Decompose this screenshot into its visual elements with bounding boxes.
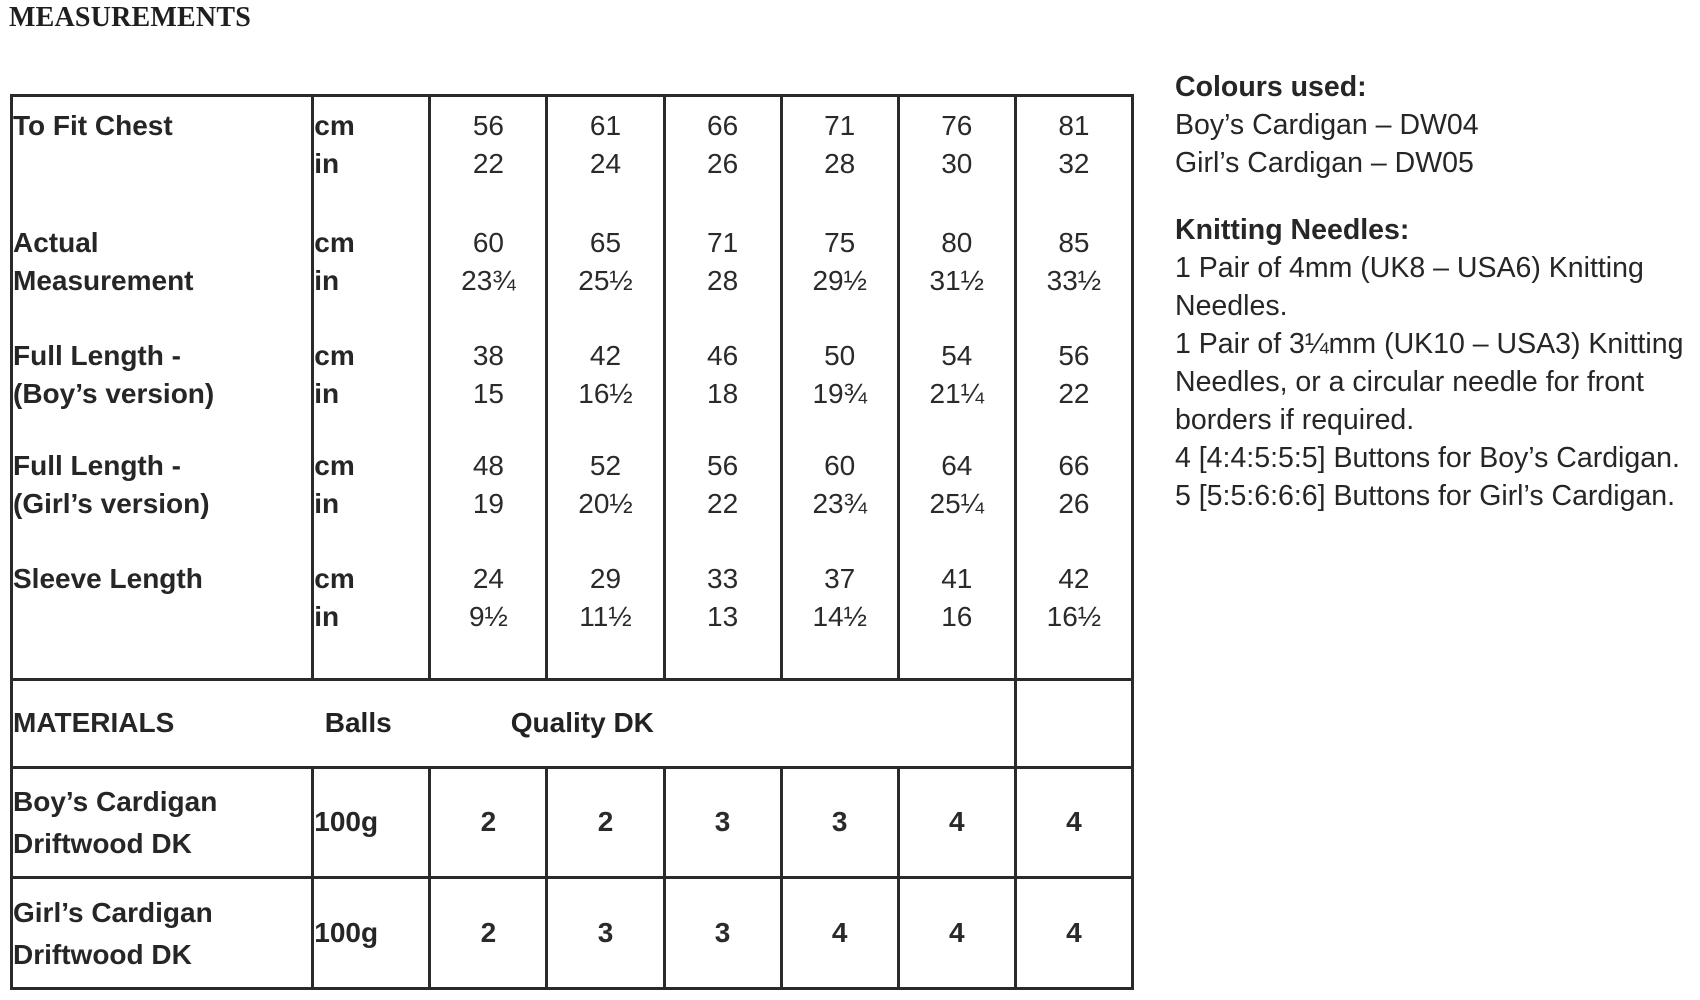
- yarn-weight: 100g: [313, 878, 430, 989]
- measurements-table: [10, 94, 1134, 990]
- unit-cell: [313, 552, 430, 680]
- colour-line: Boy’s Cardigan – DW04: [1175, 109, 1479, 141]
- cm-value: 37: [824, 563, 856, 595]
- in-value: 33½: [1046, 264, 1102, 296]
- measurement-row: [12, 329, 1133, 440]
- in-value: 9½: [468, 601, 508, 633]
- size-value-cell: [898, 216, 1015, 329]
- in-value: 31½: [929, 264, 985, 296]
- in-value: 22: [707, 488, 739, 520]
- cm-value: 71: [707, 226, 739, 258]
- unit-label: cm: [314, 339, 355, 371]
- size-value-cell: [898, 552, 1015, 680]
- unit-label: cm: [314, 110, 355, 141]
- cm-value: 60: [472, 226, 504, 258]
- needles-line: Needles.: [1175, 290, 1288, 322]
- size-value-cell: [430, 329, 547, 440]
- size-value-cell: [781, 329, 898, 440]
- unit-label: cm: [314, 450, 355, 482]
- size-value-cell: [430, 216, 547, 329]
- label-line: Driftwood DK: [13, 939, 192, 971]
- cm-value: 64: [941, 450, 973, 482]
- cm-value: 54: [941, 339, 973, 371]
- cm-value: 61: [589, 110, 622, 141]
- size-value-cell: [781, 439, 898, 552]
- unit-label: in: [314, 148, 340, 179]
- size-value-cell: [664, 96, 781, 216]
- measurement-label: [12, 96, 313, 216]
- needles-heading: Knitting Needles:: [1175, 214, 1410, 246]
- size-value-cell: [547, 552, 664, 680]
- size-value-cell: [1015, 439, 1132, 552]
- size-value-cell: [781, 96, 898, 216]
- label-line: Actual: [13, 226, 99, 258]
- size-value-cell: [430, 96, 547, 216]
- measurement-label: [12, 216, 313, 329]
- ball-count: 4: [898, 767, 1015, 878]
- in-value: 16: [941, 601, 973, 633]
- cm-value: 85: [1058, 226, 1090, 258]
- quality-label: Quality DK: [510, 707, 654, 739]
- materials-label: MATERIALS: [12, 680, 313, 767]
- needles-line: Needles, or a circular needle for front: [1175, 366, 1644, 398]
- cm-value: 71: [824, 110, 856, 141]
- in-value: 20½: [578, 488, 633, 520]
- balls-label: Balls: [324, 707, 392, 739]
- needles-line: 4 [4:4:5:5:5] Buttons for Boy’s Cardigan.: [1175, 442, 1680, 474]
- size-value-cell: [1015, 96, 1132, 216]
- cm-value: 56: [472, 110, 504, 141]
- size-value-cell: [898, 439, 1015, 552]
- size-value-cell: [898, 329, 1015, 440]
- in-value: 30: [941, 148, 973, 179]
- cm-value: 52: [589, 450, 622, 482]
- size-value-cell: [547, 439, 664, 552]
- in-value: 28: [824, 148, 856, 179]
- label-line: Measurement: [13, 264, 194, 296]
- in-value: 19¾: [812, 377, 867, 409]
- measurement-row: [12, 96, 1133, 216]
- unit-label: in: [314, 601, 340, 633]
- label-line: Girl’s Cardigan: [13, 897, 213, 929]
- needles-line: 1 Pair of 3¼mm (UK10 – USA3) Knitting: [1175, 328, 1684, 360]
- ball-count: 2: [430, 767, 547, 878]
- needles-line: 1 Pair of 4mm (UK8 – USA6) Knitting: [1175, 252, 1644, 284]
- in-value: 16½: [1046, 601, 1102, 633]
- yarn-label: [12, 767, 313, 878]
- cm-value: 60: [824, 450, 856, 482]
- yarn-weight: 100g: [313, 767, 430, 878]
- unit-label: cm: [314, 226, 355, 258]
- materials-empty-cell: [1015, 680, 1132, 767]
- ball-count: 4: [1015, 878, 1132, 989]
- size-value-cell: [547, 329, 664, 440]
- cm-value: 42: [1058, 563, 1090, 595]
- in-value: 23¾: [461, 264, 516, 296]
- size-value-cell: [781, 552, 898, 680]
- unit-label: in: [314, 264, 340, 296]
- size-value-cell: [664, 216, 781, 329]
- cm-value: 66: [707, 110, 739, 141]
- in-value: 28: [707, 264, 739, 296]
- cm-value: 81: [1058, 110, 1090, 141]
- colour-line: Girl’s Cardigan – DW05: [1175, 147, 1474, 179]
- unit-cell: [313, 216, 430, 329]
- in-value: 26: [1058, 488, 1090, 520]
- in-value: 22: [1058, 377, 1090, 409]
- size-value-cell: [664, 552, 781, 680]
- ball-count: 4: [1015, 767, 1132, 878]
- measurement-label: [12, 552, 313, 680]
- cm-value: 38: [472, 339, 504, 371]
- in-value: 22: [472, 148, 504, 179]
- materials-subheader: [313, 680, 1016, 767]
- ball-count: 3: [664, 878, 781, 989]
- cm-value: 65: [589, 226, 622, 258]
- page-title: MEASUREMENTS: [9, 2, 251, 33]
- yarn-label: [12, 878, 313, 989]
- label-line: (Boy’s version): [13, 377, 215, 409]
- cm-value: 75: [824, 226, 856, 258]
- ball-count: 3: [781, 767, 898, 878]
- cm-value: 33: [707, 563, 739, 595]
- label-line: Full Length -: [13, 339, 181, 371]
- unit-cell: [313, 439, 430, 552]
- cm-value: 66: [1058, 450, 1090, 482]
- in-value: 26: [707, 148, 739, 179]
- size-value-cell: [1015, 216, 1132, 329]
- in-value: 15: [472, 377, 504, 409]
- in-value: 16½: [578, 377, 633, 409]
- cm-value: 24: [472, 563, 504, 595]
- needles-section: [1175, 211, 1695, 515]
- in-value: 19: [472, 488, 504, 520]
- label-line: To Fit Chest: [13, 110, 173, 141]
- unit-label: in: [314, 488, 340, 520]
- cm-value: 50: [824, 339, 856, 371]
- in-value: 21¼: [929, 377, 985, 409]
- ball-count: 4: [898, 878, 1015, 989]
- size-value-cell: [547, 216, 664, 329]
- unit-label: cm: [314, 563, 355, 595]
- size-value-cell: [1015, 329, 1132, 440]
- ball-count: 3: [664, 767, 781, 878]
- cm-value: 48: [472, 450, 504, 482]
- cm-value: 56: [1058, 339, 1090, 371]
- needles-line: 5 [5:5:6:6:6] Buttons for Girl’s Cardigan.: [1175, 480, 1676, 512]
- ball-count: 3: [547, 878, 664, 989]
- ball-count: 2: [547, 767, 664, 878]
- unit-label: in: [314, 377, 340, 409]
- ball-count: 4: [781, 878, 898, 989]
- cm-value: 29: [589, 563, 622, 595]
- measurement-row: [12, 216, 1133, 329]
- in-value: 32: [1058, 148, 1090, 179]
- size-value-cell: [898, 96, 1015, 216]
- cm-value: 56: [707, 450, 739, 482]
- measurement-row: [12, 439, 1133, 552]
- cm-value: 41: [941, 563, 973, 595]
- cm-value: 46: [707, 339, 739, 371]
- cm-value: 42: [589, 339, 622, 371]
- label-line: Boy’s Cardigan: [13, 786, 218, 818]
- in-value: 24: [589, 148, 622, 179]
- needles-line: borders if required.: [1175, 404, 1415, 436]
- in-value: 29½: [812, 264, 867, 296]
- in-value: 18: [707, 377, 739, 409]
- in-value: 23¾: [812, 488, 867, 520]
- in-value: 25¼: [929, 488, 985, 520]
- colours-heading: Colours used:: [1175, 71, 1367, 103]
- size-value-cell: [664, 439, 781, 552]
- measurement-label: [12, 439, 313, 552]
- in-value: 11½: [579, 601, 632, 633]
- yarn-row: [12, 767, 1133, 878]
- unit-cell: [313, 329, 430, 440]
- label-line: Full Length -: [13, 450, 181, 482]
- size-value-cell: [664, 329, 781, 440]
- size-value-cell: [1015, 552, 1132, 680]
- size-value-cell: [547, 96, 664, 216]
- side-notes: [1175, 68, 1695, 515]
- label-line: Sleeve Length: [13, 563, 203, 595]
- size-value-cell: [430, 439, 547, 552]
- size-value-cell: [781, 216, 898, 329]
- yarn-row: [12, 878, 1133, 989]
- cm-value: 76: [941, 110, 973, 141]
- measurement-label: [12, 329, 313, 440]
- in-value: 14½: [812, 601, 867, 633]
- in-value: 13: [707, 601, 739, 633]
- in-value: 25½: [578, 264, 633, 296]
- unit-cell: [313, 96, 430, 216]
- size-value-cell: [430, 552, 547, 680]
- measurement-row: [12, 552, 1133, 680]
- ball-count: 2: [430, 878, 547, 989]
- colours-section: [1175, 68, 1695, 182]
- label-line: (Girl’s version): [13, 488, 210, 520]
- label-line: Driftwood DK: [13, 828, 192, 860]
- materials-header-row: [12, 680, 1133, 767]
- cm-value: 80: [941, 226, 973, 258]
